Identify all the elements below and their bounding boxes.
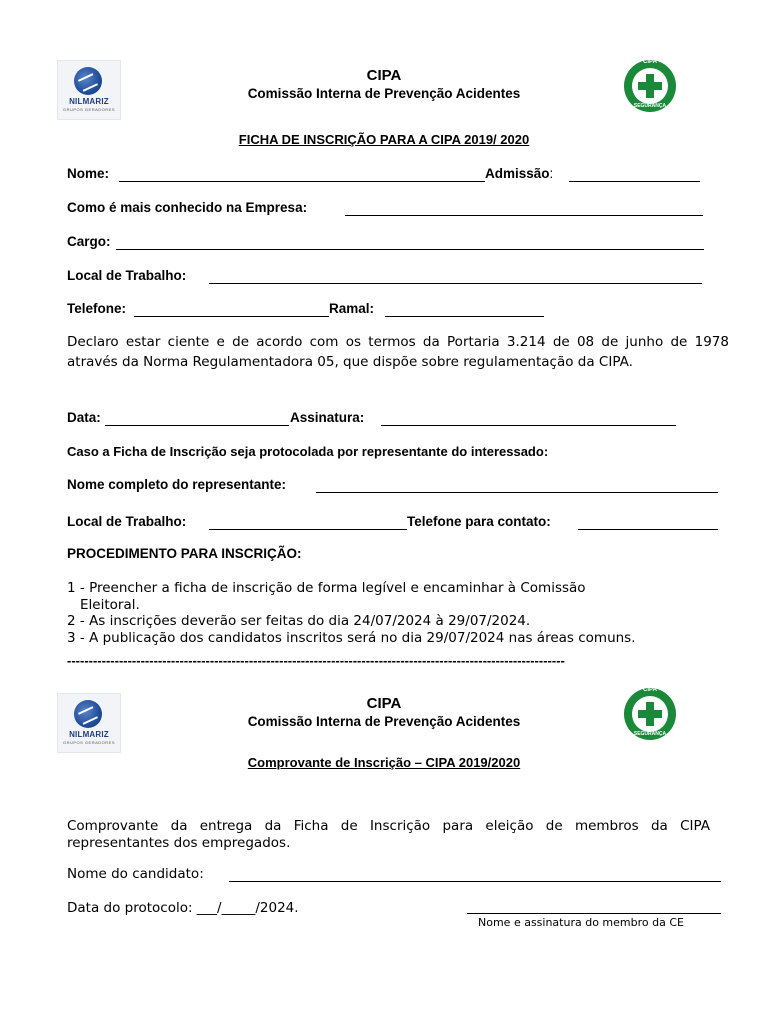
badge-top-text: CIPA: [643, 687, 657, 693]
procedure-item-1-text: Preencher a ficha de inscrição de forma legível e encaminhar à Comissão: [89, 580, 586, 596]
telefone-label: Telefone:: [67, 301, 127, 316]
ramal-label: Ramal:: [329, 301, 375, 316]
admissao-colon: :: [549, 166, 554, 181]
receipt-title: CIPA: [366, 695, 402, 712]
procedure-item-2: [67, 613, 530, 629]
rep-local-label: Local de Trabalho:: [67, 514, 187, 529]
logo-subtext: GRUPOS GERADORES: [62, 740, 115, 745]
admissao-label: [485, 166, 553, 181]
receipt-heading: Comprovante de Inscrição – CIPA 2019/2020: [247, 755, 521, 770]
assinatura-field[interactable]: [381, 425, 676, 426]
rep-local-field[interactable]: [209, 529, 407, 530]
nome-field[interactable]: [119, 181, 485, 182]
conhecido-field[interactable]: [345, 215, 703, 216]
admissao-label-text: Admissão: [485, 166, 550, 181]
badge-top-text: CIPA: [643, 59, 657, 65]
cipa-seguranca-logo-receipt: [624, 688, 676, 740]
logo-text: NILMARIZ: [69, 97, 109, 106]
rep-name-field[interactable]: [316, 492, 718, 493]
representative-note: Caso a Ficha de Inscrição seja protocolada por representante do interessado:: [67, 444, 549, 459]
candidate-field[interactable]: [229, 881, 721, 882]
procedure-item-3-num: 3 -: [67, 630, 85, 646]
receipt-text: Comprovante da entrega da Ficha de Inscrição para eleição de membros da CIPA representantes dos empregados.: [67, 818, 710, 851]
cargo-label: Cargo:: [67, 234, 111, 249]
rep-name-label: Nome completo do representante:: [67, 477, 287, 492]
conhecido-label: Como é mais conhecido na Empresa:: [67, 200, 308, 215]
assinatura-label: Assinatura:: [290, 410, 365, 425]
badge-bottom-text: SEGURANÇA: [633, 103, 667, 109]
page-title: CIPA: [366, 67, 402, 84]
rep-phone-field[interactable]: [578, 529, 718, 530]
cut-separator: -------------------------------------------------------------------------------------------------------------------: [67, 653, 565, 668]
rep-phone-label: Telefone para contato:: [407, 514, 551, 529]
receipt-subtitle: Comissão Interna de Prevenção Acidentes: [247, 714, 521, 729]
procedure-item-1: [67, 580, 586, 596]
cross-icon-bar: [638, 82, 662, 90]
protocol-date-label[interactable]: Data do protocolo: ___/_____/2024.: [67, 900, 299, 916]
data-field[interactable]: [105, 425, 289, 426]
cargo-field[interactable]: [116, 249, 704, 250]
local-trabalho-field[interactable]: [209, 283, 702, 284]
procedure-item-3-text: A publicação dos candidatos inscritos será no dia 29/07/2024 nas áreas comuns.: [89, 630, 636, 646]
procedure-item-1-cont: Eleitoral.: [80, 597, 140, 613]
procedure-item-2-text: As inscrições deverão ser feitas do dia 24/07/2024 à 29/07/2024.: [89, 613, 531, 629]
telefone-field[interactable]: [134, 316, 329, 317]
page-subtitle: Comissão Interna de Prevenção Acidentes: [247, 86, 521, 101]
badge-bottom-text: SEGURANÇA: [633, 731, 667, 737]
admissao-field[interactable]: [569, 181, 700, 182]
logo-text: NILMARIZ: [69, 730, 109, 739]
logo-subtext: GRUPOS GERADORES: [62, 107, 115, 112]
procedure-item-2-num: 2 -: [67, 613, 85, 629]
declaration-text: Declaro estar ciente e de acordo com os termos da Portaria 3.214 de 08 de junho de 1978 através da Norma Regulamentadora 05, que dispõe sobre regulamentação da CIPA.: [67, 334, 729, 370]
local-trabalho-label: Local de Trabalho:: [67, 268, 187, 283]
ce-signature-caption: Nome e assinatura do membro da CE: [478, 916, 684, 929]
procedure-item-3: [67, 630, 636, 646]
nome-label: Nome:: [67, 166, 110, 181]
data-label: Data:: [67, 410, 101, 425]
candidate-label: Nome do candidato:: [67, 866, 204, 882]
ce-signature-line[interactable]: [467, 913, 721, 914]
ramal-field[interactable]: [385, 316, 544, 317]
cross-icon-bar: [638, 710, 662, 718]
form-heading: FICHA DE INSCRIÇÃO PARA A CIPA 2019/ 2020: [238, 132, 530, 147]
procedure-heading: PROCEDIMENTO PARA INSCRIÇÃO:: [67, 546, 302, 561]
cipa-seguranca-logo: [624, 60, 676, 112]
procedure-item-1-num: 1 -: [67, 580, 85, 596]
